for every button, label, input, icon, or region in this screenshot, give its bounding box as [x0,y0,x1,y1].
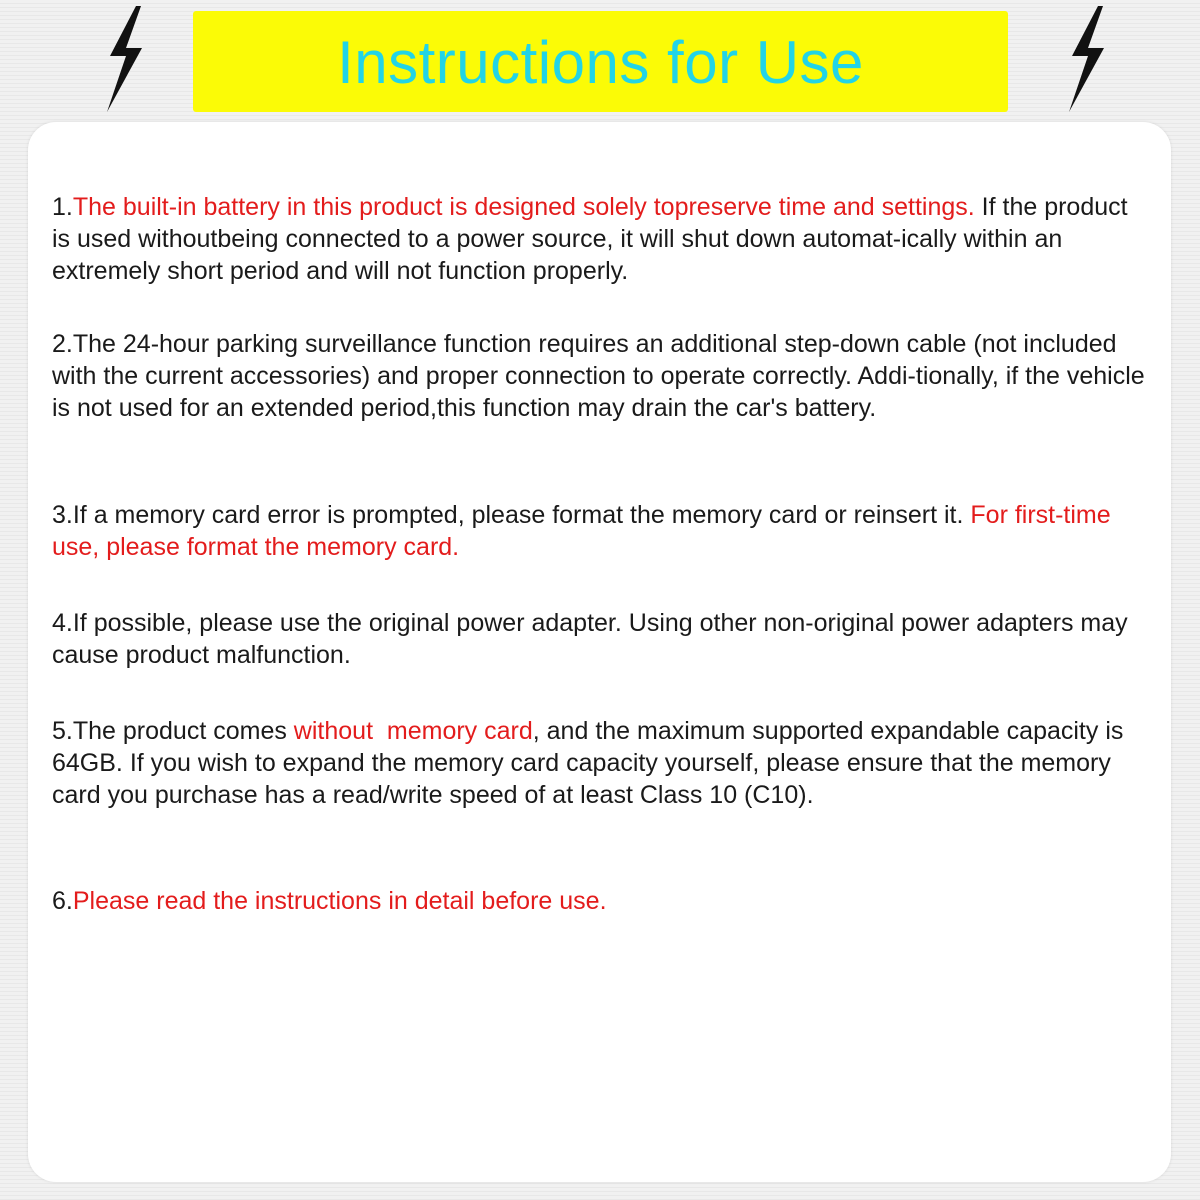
instruction-highlight: For first-time use, please format the memory card. [52,501,1118,561]
instruction-item-6 [52,885,1152,917]
instruction-number: 5. [52,717,73,745]
instruction-item-5 [52,715,1152,811]
lightning-bolt-icon [1066,4,1110,114]
instruction-text: If the product is used withoutbeing connected to a power source, it will shut down automat-ically within an extremely short period and will not function properly. [52,193,1135,285]
instruction-highlight: Please read the instructions in detail before use. [72,887,607,915]
instruction-number: 1. [52,193,73,221]
instruction-item-2 [52,328,1152,424]
instruction-number: 2. [52,330,73,358]
instruction-item-4 [52,607,1152,671]
instruction-highlight: The built-in battery in this product is designed solely topreserve time and settings. [72,193,975,221]
instruction-item-1 [52,191,1152,287]
instruction-highlight: without memory card [293,717,533,745]
instruction-text: The 24-hour parking surveillance function requires an additional step-down cable (not included with the current accessories) and proper connection to operate correctly. Addi-tionally, if the vehicle is not used for an extended period,this function may drain the car's battery. [52,330,1152,422]
instructions-card [28,122,1171,1182]
instruction-number: 6. [52,887,73,915]
instruction-number: 4. [52,609,73,637]
title-banner [193,11,1008,112]
instruction-text: If a memory card error is prompted, please format the memory card or reinsert it. [72,501,971,529]
instruction-text: , and the maximum supported expandable capacity is 64GB. If you wish to expand the memory card capacity yourself, please ensure that the memory card you purchase has a read/write speed of at least Class 10 (C10). [52,717,1131,809]
instruction-number: 3. [52,501,73,529]
instruction-text: The product comes [72,717,294,745]
lightning-bolt-icon [104,4,148,114]
instruction-item-3 [52,499,1152,563]
page-title: Instructions for Use [337,29,864,96]
instruction-text: If possible, please use the original power adapter. Using other non-original power adapters may cause product malfunction. [52,609,1135,669]
